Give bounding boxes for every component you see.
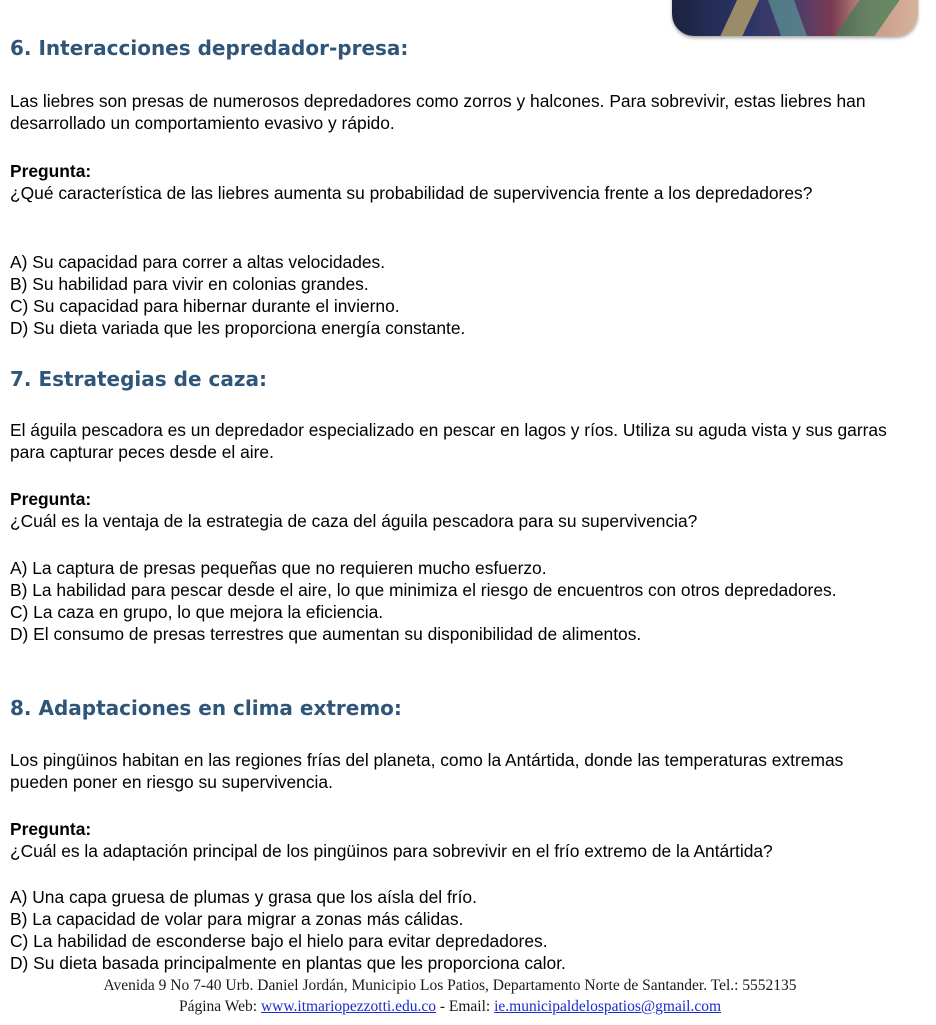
section-6-option-b: B) Su habilidad para vivir en colonias grandes. (10, 274, 369, 294)
section-8-option-b: B) La capacidad de volar para migrar a zonas más cálidas. (10, 909, 464, 929)
section-8-question: ¿Cuál es la adaptación principal de los pingüinos para sobrevivir en el frío extremo de la Antártida? (10, 841, 773, 861)
footer-email-link[interactable]: ie.municipaldelospatios@gmail.com (494, 998, 722, 1015)
section-7-option-b: B) La habilidad para pescar desde el aire, lo que minimiza el riesgo de encuentros con otros depredadores. (10, 580, 837, 600)
section-8-question-block (10, 818, 890, 862)
section-6-text: Las liebres son presas de numerosos depredadores como zorros y halcones. Para sobrevivir, estas liebres han desarrollado un comportamiento evasivo y rápido. (10, 91, 866, 133)
section-6-options (10, 251, 890, 339)
section-8-question-label: Pregunta: (10, 819, 92, 839)
section-7-question-label: Pregunta: (10, 489, 92, 509)
footer-email-separator: - Email: (439, 998, 491, 1015)
header-photo-image (672, 0, 918, 36)
section-6-option-d: D) Su dieta variada que les proporciona energía constante. (10, 318, 466, 338)
section-7-text: El águila pescadora es un depredador especializado en pescar en lagos y ríos. Utiliza su aguda vista y sus garras para capturar peces desde el aire. (10, 420, 887, 462)
section-6-option-c: C) Su capacidad para hibernar durante el invierno. (10, 296, 400, 316)
section-8-text: Los pingüinos habitan en las regiones frías del planeta, como la Antártida, donde las temperaturas extremas pueden poner en riesgo su supervivencia. (10, 750, 844, 792)
footer-web-link[interactable]: www.itmariopezzotti.edu.co (260, 998, 436, 1015)
page-footer (10, 975, 890, 1017)
section-6-question: ¿Qué característica de las liebres aumenta su probabilidad de supervivencia frente a los depredadores? (10, 183, 813, 203)
section-7-options (10, 557, 890, 645)
footer-web-label: Página Web: (178, 998, 258, 1015)
footer-contact-line (10, 996, 890, 1017)
section-7-option-a: A) La captura de presas pequeñas que no requieren mucho esfuerzo. (10, 558, 547, 578)
section-6-question-label: Pregunta: (10, 161, 92, 181)
section-7-title: 7. Estrategias de caza: (10, 367, 267, 391)
section-8-option-a: A) Una capa gruesa de plumas y grasa que los aísla del frío. (10, 887, 477, 907)
section-6-title: 6. Interacciones depredador-presa: (10, 36, 409, 60)
section-8-title: 8. Adaptaciones en clima extremo: (10, 696, 402, 720)
section-7-option-c: C) La caza en grupo, lo que mejora la eficiencia. (10, 602, 384, 622)
section-6-question-block (10, 160, 890, 204)
section-8-option-c: C) La habilidad de esconderse bajo el hielo para evitar depredadores. (10, 931, 548, 951)
section-7-question-block (10, 488, 890, 532)
section-7-question: ¿Cuál es la ventaja de la estrategia de caza del águila pescadora para su supervivencia? (10, 511, 698, 531)
section-8-options (10, 886, 890, 974)
footer-address: Avenida 9 No 7-40 Urb. Daniel Jordán, Municipio Los Patios, Departamento Norte de Santander. Tel.: 5552135 (103, 977, 797, 994)
section-7-option-d: D) El consumo de presas terrestres que aumentan su disponibilidad de alimentos. (10, 624, 642, 644)
section-8-option-d: D) Su dieta basada principalmente en plantas que les proporciona calor. (10, 953, 566, 973)
section-6-option-a: A) Su capacidad para correr a altas velocidades. (10, 252, 386, 272)
